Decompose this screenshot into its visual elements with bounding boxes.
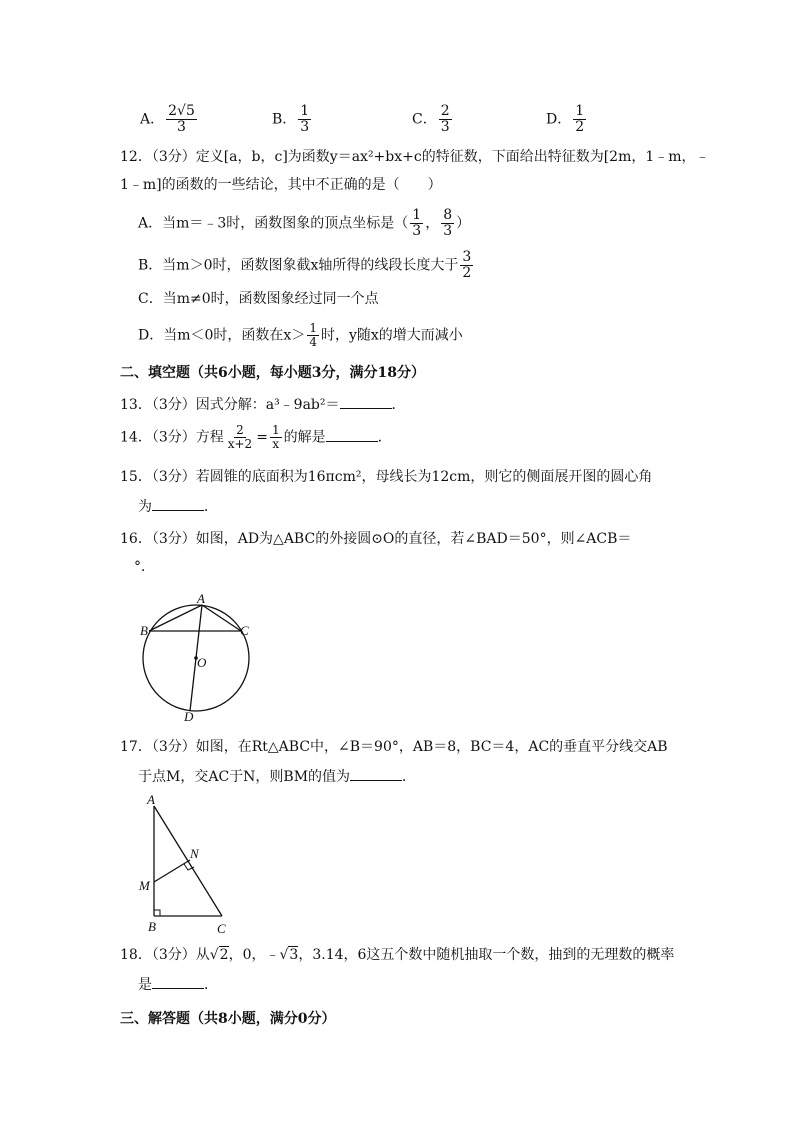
label-m: M — [139, 878, 150, 893]
q17-line1: 17．（3分）如图，在Rt△ABC中，∠B＝90°，AB＝8，BC＝4，AC的垂直平分线交AB — [120, 739, 668, 755]
q12-option-d: D．当m＜0时，函数在x＞ $\frac{1}{4}$ 时，y随x的增大而减小 — [138, 321, 463, 349]
q14: 14．（3分）方程 $\frac{2}{x+2}$ = $\frac{1}{x}$ 的解是 ． — [120, 423, 392, 451]
label-a: A — [197, 591, 205, 606]
q18-blank — [152, 976, 204, 989]
segment-ac — [202, 605, 241, 631]
section3-heading: 三、解答题（共8小题，满分0分） — [120, 1011, 336, 1027]
section2-heading: 二、填空题（共6小题，每小题3分，满分18分） — [120, 365, 425, 381]
q11-option-a: A． $\frac{2√5}{3}$ — [140, 103, 195, 135]
figure-16-circle — [136, 590, 286, 724]
q17-line2: 于点M，交AC于N，则BM的值为 ． — [138, 769, 417, 785]
q11-option-d: D． $\frac{1}{2}$ — [546, 103, 585, 135]
q15-blank — [152, 498, 204, 511]
q11-option-c: C． $\frac{2}{3}$ — [412, 103, 450, 135]
label-c: C — [240, 623, 249, 638]
label-b: B — [140, 623, 148, 638]
q15-line1: 15．（3分）若圆锥的底面积为16πcm²，母线长为12cm，则它的侧面展开图的圆心角 — [120, 469, 653, 485]
label-a: A — [147, 792, 155, 807]
label-b: B — [148, 919, 156, 934]
q18-line1: 18．（3分）从√2，0，﹣√3，3.14，6这五个数中随机抽取一个数，抽到的无理数的概率 — [120, 947, 675, 963]
q16-line2: °． — [134, 559, 155, 575]
figure-17-triangle — [132, 792, 242, 938]
right-angle-mark-b — [154, 910, 160, 916]
label-n: N — [190, 846, 199, 861]
label-o: O — [197, 655, 207, 670]
q13: 13．（3分）因式分解：a³﹣9ab²＝ ． — [120, 397, 406, 413]
q12-option-b: B．当m＞0时，函数图象截x轴所得的线段长度大于 $\frac{3}{2}$ — [138, 249, 472, 281]
q16-line1: 16．（3分）如图，AD为△ABC的外接圆⊙O的直径，若∠BAD＝50°，则∠ACB＝ — [120, 531, 632, 547]
q13-blank — [340, 396, 392, 409]
q12-option-c: C．当m≠0时，函数图象经过同一个点 — [138, 291, 379, 307]
q12-option-a: A．当m＝﹣3时，函数图象的顶点坐标是（ $\frac{1}{3}$ ， $\frac{8}{3}$ ） — [138, 207, 471, 239]
label-d: D — [184, 709, 194, 724]
q18-line2: 是 ． — [138, 977, 218, 993]
q11-option-b: B． $\frac{1}{3}$ — [272, 103, 310, 135]
q17-blank — [350, 768, 402, 781]
q12-stem-line2: 1﹣m]的函数的一些结论，其中不正确的是（ ） — [120, 177, 442, 193]
q14-blank — [326, 429, 378, 442]
q15-line2: 为 ． — [138, 499, 218, 515]
q12-stem-line1: 12．（3分）定义[a，b，c]为函数y＝ax²+bx+c的特征数，下面给出特征数为[2m，1﹣m，﹣ — [120, 149, 710, 165]
label-c: C — [217, 921, 226, 936]
segment-mn — [154, 860, 190, 882]
